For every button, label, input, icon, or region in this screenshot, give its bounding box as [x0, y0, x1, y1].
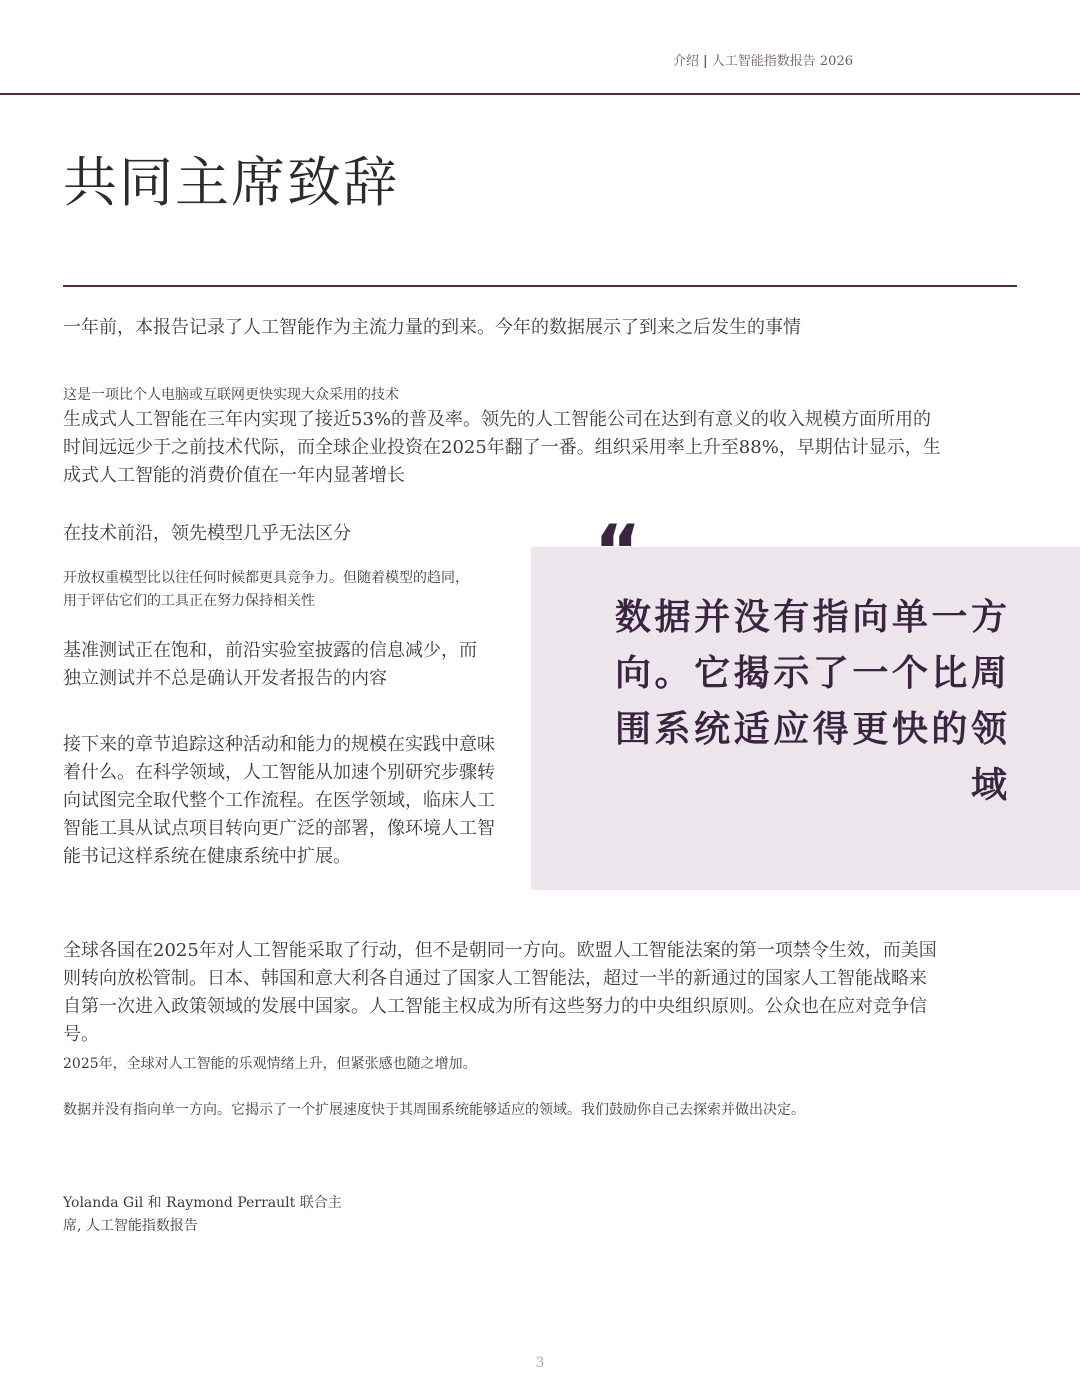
- title-divider: [63, 285, 1017, 287]
- adoption-paragraph: 生成式人工智能在三年内实现了接近53%的普及率。领先的人工智能公司在达到有意义的收入规模方面所用的时间远远少于之前技术代际，而全球企业投资在2025年翻了一番。组织采用率上升至88%，早期估计显示，生成式人工智能的消费价值在一年内显著增长: [63, 409, 941, 486]
- header-divider: [0, 93, 1080, 95]
- lead-paragraph: 一年前，本报告记录了人工智能作为主流力量的到来。今年的数据展示了到来之后发生的事情: [63, 317, 801, 338]
- chapters-paragraph: 接下来的章节追踪这种活动和能力的规模在实践中意味着什么。在科学领域，人工智能从加速个别研究步骤转向试图完全取代整个工作流程。在医学领域，临床人工智能工具从试点项目转向更广泛的部署，像环境人工智能书记这样系统在健康系统中扩展。: [63, 734, 495, 867]
- sentiment-paragraph: 2025年，全球对人工智能的乐观情绪上升，但紧张感也随之增加。: [63, 1056, 477, 1072]
- signature: [63, 1192, 342, 1238]
- page-title: 共同主席致辞: [63, 151, 399, 214]
- benchmark-paragraph: 基准测试正在饱和，前沿实验室披露的信息减少，而独立测试并不总是确认开发者报告的内容: [63, 640, 477, 689]
- running-header: [0, 50, 853, 69]
- closing-paragraph: 数据并没有指向单一方向。它揭示了一个扩展速度快于其周围系统能够适应的领域。我们鼓励你自己去探索并做出决定。: [63, 1102, 805, 1118]
- adoption-subheading: 这是一项比个人电脑或互联网更快实现大众采用的技术: [63, 387, 399, 403]
- frontier-subheading: 在技术前沿，领先模型几乎无法区分: [63, 523, 351, 544]
- open-weights-paragraph: 开放权重模型比以往任何时候都更具竞争力。但随着模型的趋同，用于评估它们的工具正在努力保持相关性: [63, 570, 469, 609]
- pull-quote-text: 数据并没有指向单一方向。它揭示了一个比周围系统适应得更快的领域: [615, 597, 1007, 806]
- page-number: 3: [535, 1355, 545, 1371]
- policy-paragraph: 全球各国在2025年对人工智能采取了行动，但不是朝同一方向。欧盟人工智能法案的第一项禁令生效，而美国则转向放松管制。日本、韩国和意大利各自通过了国家人工智能法，超过一半的新通过的国家人工智能战略来自第一次进入政策领域的发展中国家。人工智能主权成为所有这些努力的中央组织原则。公众也在应对竞争信号。: [63, 940, 937, 1045]
- header-separator: |: [703, 54, 708, 69]
- header-report-name: 人工智能指数报告 2026: [711, 54, 853, 69]
- header-section: 介绍: [673, 54, 700, 69]
- quote-mark-icon: “: [594, 509, 642, 593]
- signature-names: Yolanda Gil 和 Raymond Perrault 联合主: [63, 1195, 342, 1211]
- signature-title: 席, 人工智能指数报告: [63, 1218, 198, 1234]
